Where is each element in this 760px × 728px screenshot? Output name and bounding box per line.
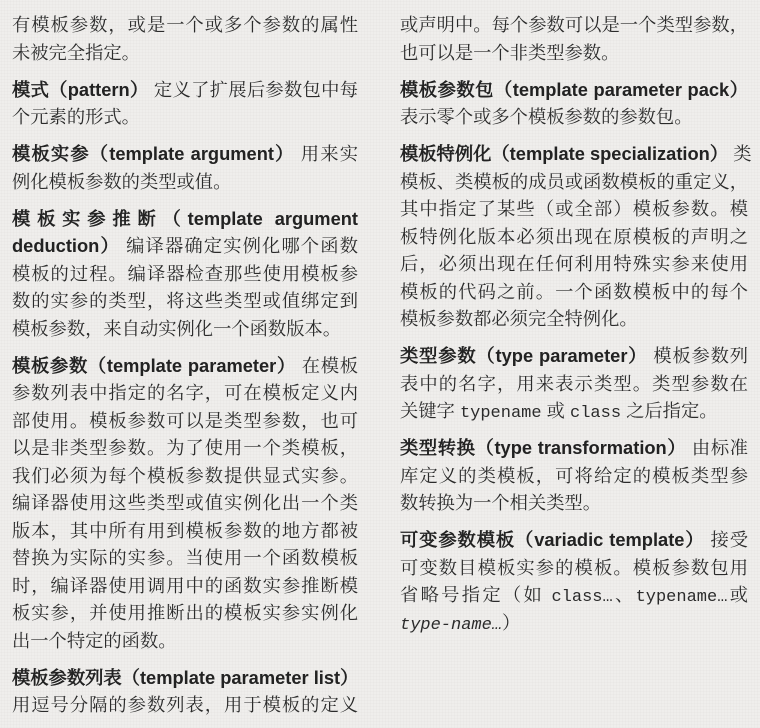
text-line: [400, 581, 748, 609]
text-line: 库定义的类模板，可将给定的模板类型参: [400, 464, 748, 486]
glossary-term: 类型转换（type transformation）: [400, 437, 687, 458]
text-line: [12, 352, 358, 380]
definition-text: ）: [502, 611, 521, 633]
code-keyword: class…: [551, 588, 613, 607]
text-line: 板特例化版本必须出现在原模板的声明之: [400, 225, 748, 247]
text-line: 用逗号分隔的参数列表，用于模板的定义: [12, 694, 358, 715]
glossary-entry: [12, 11, 358, 66]
text-line: 编译器使用这些类型或值实例化出一个类: [12, 492, 358, 513]
glossary-term: 模板参数列表（template parameter list）: [12, 666, 359, 688]
text-line: 以是非类型参数。为了使用一个类模板，: [12, 437, 358, 458]
glossary-entry: [400, 342, 748, 425]
text-line: 模板、类模板的成员或函数模板的重定义，: [400, 170, 748, 192]
definition-text: 定义了扩展后参数包中每: [148, 78, 358, 100]
text-line: [12, 664, 358, 692]
text-line: 未被完全指定。: [12, 41, 140, 63]
glossary-term: 类型参数（type parameter）: [400, 345, 648, 366]
text-line: 替换为实际的实参。当使用一个函数模板: [12, 547, 358, 568]
glossary-entry: [12, 140, 358, 195]
text-line: [12, 205, 358, 233]
text-line: 数转换为一个相关类型。: [400, 492, 602, 513]
text-line: 可变数目模板实参的模板。模板参数包用: [400, 556, 748, 578]
definition-text: 编译器确定实例化哪个函数: [119, 235, 358, 256]
glossary-term: 模板实参推断（template argument: [12, 207, 358, 229]
glossary-term: 可变参数模板（variadic template）: [400, 529, 705, 550]
text-line: 模板的代码之前。一个函数模板中的每个: [400, 280, 748, 302]
text-line: 有模板参数，或是一个或多个参数的属性: [12, 14, 358, 35]
definition-text: 在模板: [295, 354, 358, 376]
code-keyword: type-name…: [400, 615, 503, 635]
glossary-term: 模板特例化（template specialization）: [400, 143, 729, 164]
text-line: [400, 76, 748, 104]
definition-text: 关键字: [400, 400, 460, 421]
text-line: 其中指定了某些（或全部）模板参数。模: [400, 198, 748, 219]
text-line: [400, 342, 748, 370]
glossary-entry: [12, 352, 358, 655]
text-line: 出一个特定的函数。: [12, 629, 177, 651]
glossary-entry: [400, 526, 748, 636]
definition-text: 、: [612, 584, 636, 605]
left-column: [12, 11, 358, 728]
definition-text: 类: [728, 143, 752, 164]
definition-text: 或: [727, 584, 748, 605]
glossary-entry: [12, 76, 358, 131]
glossary-entry: [400, 76, 748, 131]
definition-text: 省略号指定（如: [400, 584, 552, 605]
text-line: 板实参，并使用推断出的模板实参实例化: [12, 602, 358, 623]
text-line: [12, 76, 358, 104]
text-line: 时，编译器使用调用中的函数实参推断模: [12, 574, 358, 596]
glossary-entry: [400, 434, 748, 517]
right-column: [400, 11, 752, 646]
text-line: 参数列表中指定的名字，可在模板定义内: [12, 382, 358, 403]
text-line: 个元素的形式。: [12, 106, 140, 127]
text-line: 表中的名字，用来表示类型。类型参数在: [400, 372, 748, 394]
glossary-term: 模板参数包（template parameter pack）: [400, 78, 748, 100]
glossary-entry: [400, 140, 752, 333]
glossary-term: deduction）: [12, 235, 120, 256]
text-line: 也可以是一个非类型参数。: [400, 41, 620, 63]
code-keyword: class: [570, 404, 622, 423]
code-keyword: typename: [459, 404, 542, 423]
text-line: 我们必须为每个模板参数提供显式实参。: [12, 464, 358, 486]
text-line: [400, 526, 748, 554]
text-line: [400, 434, 748, 462]
definition-text: 之后指定。: [621, 400, 718, 421]
text-line: 模板的过程。编译器检查那些使用模板参: [12, 262, 358, 284]
text-line: [12, 232, 358, 260]
text-line: [400, 397, 748, 425]
definition-text: 模板参数列: [647, 345, 748, 366]
text-line: 表示零个或多个模板参数的参数包。: [400, 106, 693, 127]
glossary-entry: [400, 11, 748, 66]
glossary-term: 模式（pattern）: [12, 78, 149, 100]
definition-text: 用来实: [294, 143, 358, 164]
text-line: 后，必须出现在任何利用特殊实参来使用: [400, 253, 748, 274]
text-line: [400, 140, 752, 168]
glossary-term: 模板参数（template parameter）: [12, 354, 296, 376]
definition-text: 或: [541, 400, 571, 421]
text-line: 或声明中。每个参数可以是一个类型参数，: [400, 14, 748, 35]
text-line: [12, 140, 358, 168]
text-line: 模板参数，来自动实例化一个函数版本。: [12, 317, 342, 339]
text-line: 版本，其中所有用到模板参数的地方都被: [12, 519, 358, 541]
glossary-term: 模板实参（template argument）: [12, 143, 295, 164]
glossary-entry: [12, 664, 358, 719]
text-line: 部使用。模板参数可以是类型参数，也可: [12, 409, 358, 431]
code-keyword: typename…: [635, 588, 728, 607]
definition-text: 由标准: [686, 437, 748, 458]
definition-text: 接受: [704, 529, 748, 550]
text-line: 例化模板参数的类型或值。: [12, 170, 232, 192]
text-line: [400, 609, 748, 637]
glossary-entry: [12, 205, 358, 343]
text-line: 数的实参的类型，将这些类型或值绑定到: [12, 290, 358, 311]
text-line: 模板参数都必须完全特例化。: [400, 308, 638, 329]
